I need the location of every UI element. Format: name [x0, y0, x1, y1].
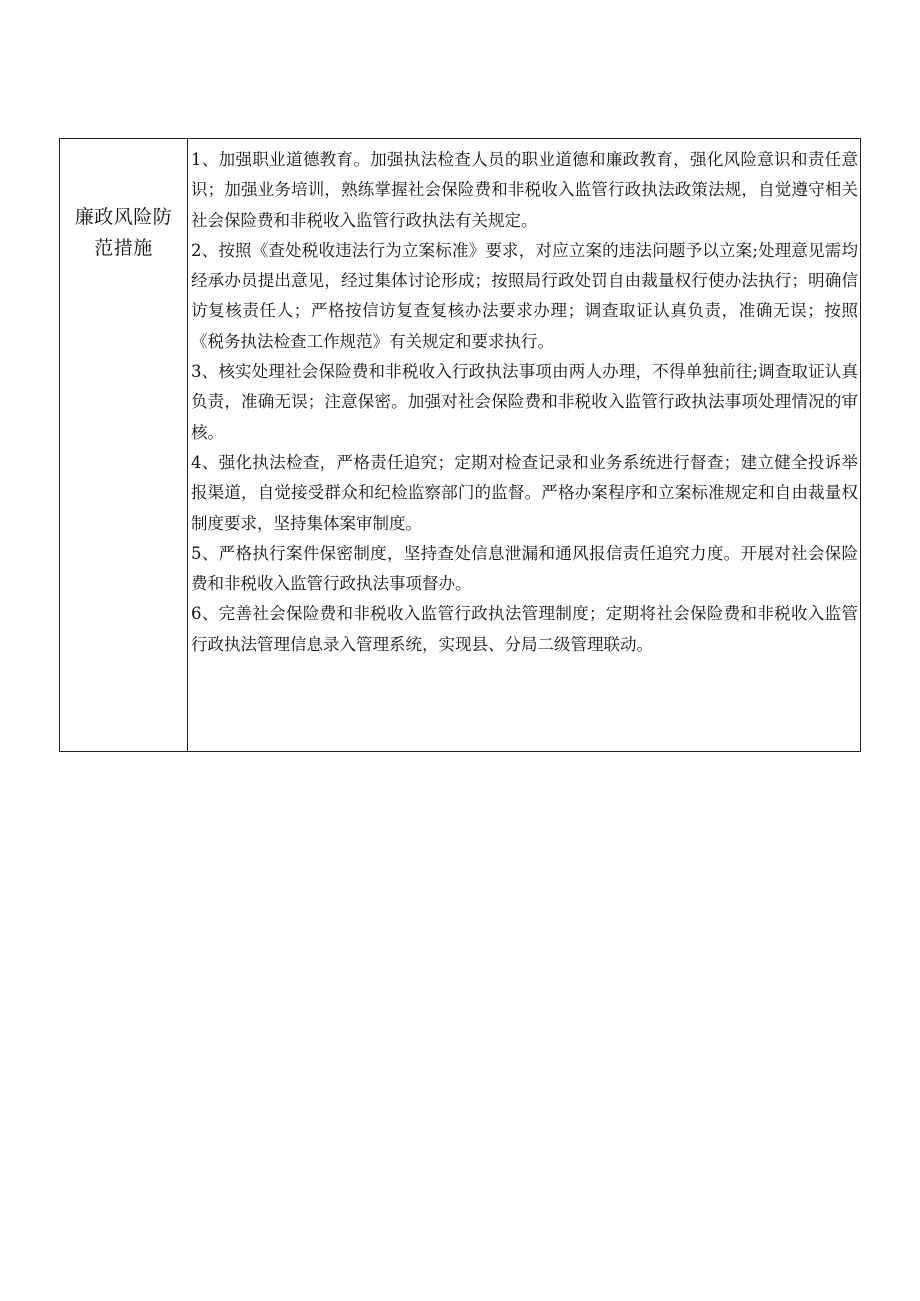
measure-item: 1、加强职业道德教育。加强执法检查人员的职业道德和廉政教育，强化风险意识和责任意识；加强业务培训，熟练掌握社会保险费和非税收入监管行政执法政策法规，自觉遵守相关社会保险费和非税收入监管行政执法有关规定。 [191, 150, 858, 230]
measures-cell [188, 139, 860, 751]
measure-item: 6、完善社会保险费和非税收入监管行政执法管理制度；定期将社会保险费和非税收入监管行政执法管理信息录入管理系统，实现县、分局二级管理联动。 [191, 604, 858, 654]
measure-item: 3、核实处理社会保险费和非税收入行政执法事项由两人办理，不得单独前往;调查取证认真负责，准确无误；注意保密。加强对社会保险费和非税收入监管行政执法事项处理情况的审核。 [191, 362, 858, 442]
measure-item: 5、严格执行案件保密制度，坚持查处信息泄漏和通风报信责任追究力度。开展对社会保险费和非税收入监管行政执法事项督办。 [191, 543, 858, 594]
integrity-risk-table [59, 138, 861, 752]
row-label: 廉政风险防范措施 [74, 206, 173, 259]
label-cell [60, 139, 188, 751]
measure-item: 2、按照《查处税收违法行为立案标准》要求，对应立案的违法问题予以立案;处理意见需均经承办员提出意见，经过集体讨论形成；按照局行政处罚自由裁量权行使办法执行；明确信访复核责任人；严格按信访复查复核办法要求办理；调查取证认真负责，准确无误；按照《税务执法检查工作规范》有关规定和要求执行。 [191, 240, 858, 351]
measure-item: 4、强化执法检查，严格责任追究；定期对检查记录和业务系统进行督查；建立健全投诉举报渠道，自觉接受群众和纪检监察部门的监督。严格办案程序和立案标准规定和自由裁量权制度要求，坚持集体案审制度。 [191, 452, 858, 533]
